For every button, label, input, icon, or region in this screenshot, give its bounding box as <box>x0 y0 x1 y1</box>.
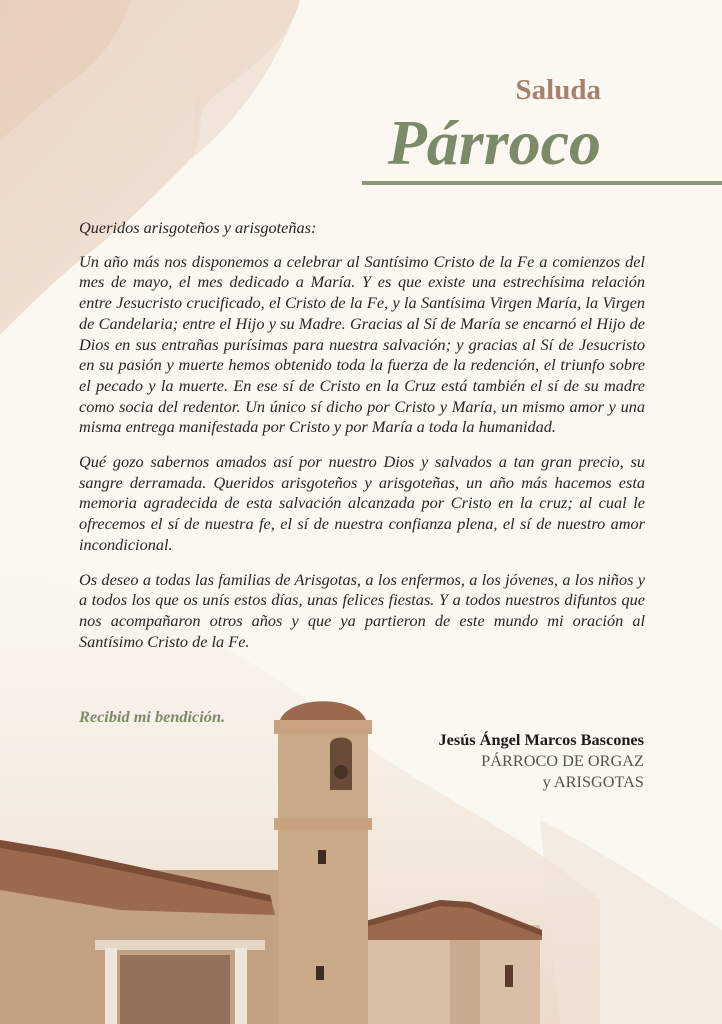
signature-name: Jesús Ángel Marcos Bascones <box>438 730 644 749</box>
letter-paragraph-1: Un año más nos disponemos a celebrar al Santísimo Cristo de la Fe a comienzos del mes de mayo, el mes dedicado a María. Y es que existe una estrechísima relación entre Jesucristo crucificado, el Cristo de la Fe, y la Santísima Virgen María, la Virgen de Candelaria; entre el Hijo y su Madre. Gracias al Sí de María se encarnó el Hijo de Dios en sus entrañas purísimas para nuestra salvación; y gracias al Sí de Jesucristo en su pasión y muerte hemos obtenido toda la fuerza de la redención, el triunfo sobre el pecado y la muerte. En ese sí de Cristo en la Cruz está también el sí de su madre como socia del redentor. Un único sí dicho por Cristo y María, un mismo amor y una misma entrega manifestada por Cristo y por María a toda la humanidad. <box>79 251 645 437</box>
letter-paragraph-2: Qué gozo sabernos amados así por nuestro Dios y salvados a tan gran precio, su sangre derramada. Queridos arisgoteños y arisgoteñas, un año más hacemos esta memoria agradecida de esta salvación alcanzada por Cristo en la cruz; al cual le ofrecemos el sí de nuestra fe, el sí de nuestra confianza plena, el sí de nuestro amor incondicional. <box>79 452 645 554</box>
letter-greeting: Queridos arisgoteños y arisgoteñas: <box>79 218 317 237</box>
title-divider <box>362 181 722 185</box>
church-tower-illustration <box>0 690 560 1024</box>
signature-role-line-1: PÁRROCO DE ORGAZ <box>481 751 644 770</box>
letter-paragraph-3: Os deseo a todas las familias de Arisgotas, a los enfermos, a los jóvenes, a los niños y a todos los que os unís estos días, unas felices fiestas. Y a todos nuestros difuntos que nos acompañaron otros años y que ya partieron de este mundo mi oración al Santísimo Cristo de la Fe. <box>79 569 645 651</box>
blessing-line: Recibid mi bendición. <box>79 707 226 726</box>
page-title: Párroco <box>387 107 601 178</box>
signature-role-line-2: y ARISGOTAS <box>542 772 644 791</box>
letter-body <box>79 218 645 666</box>
section-kicker: Saluda <box>515 74 601 106</box>
